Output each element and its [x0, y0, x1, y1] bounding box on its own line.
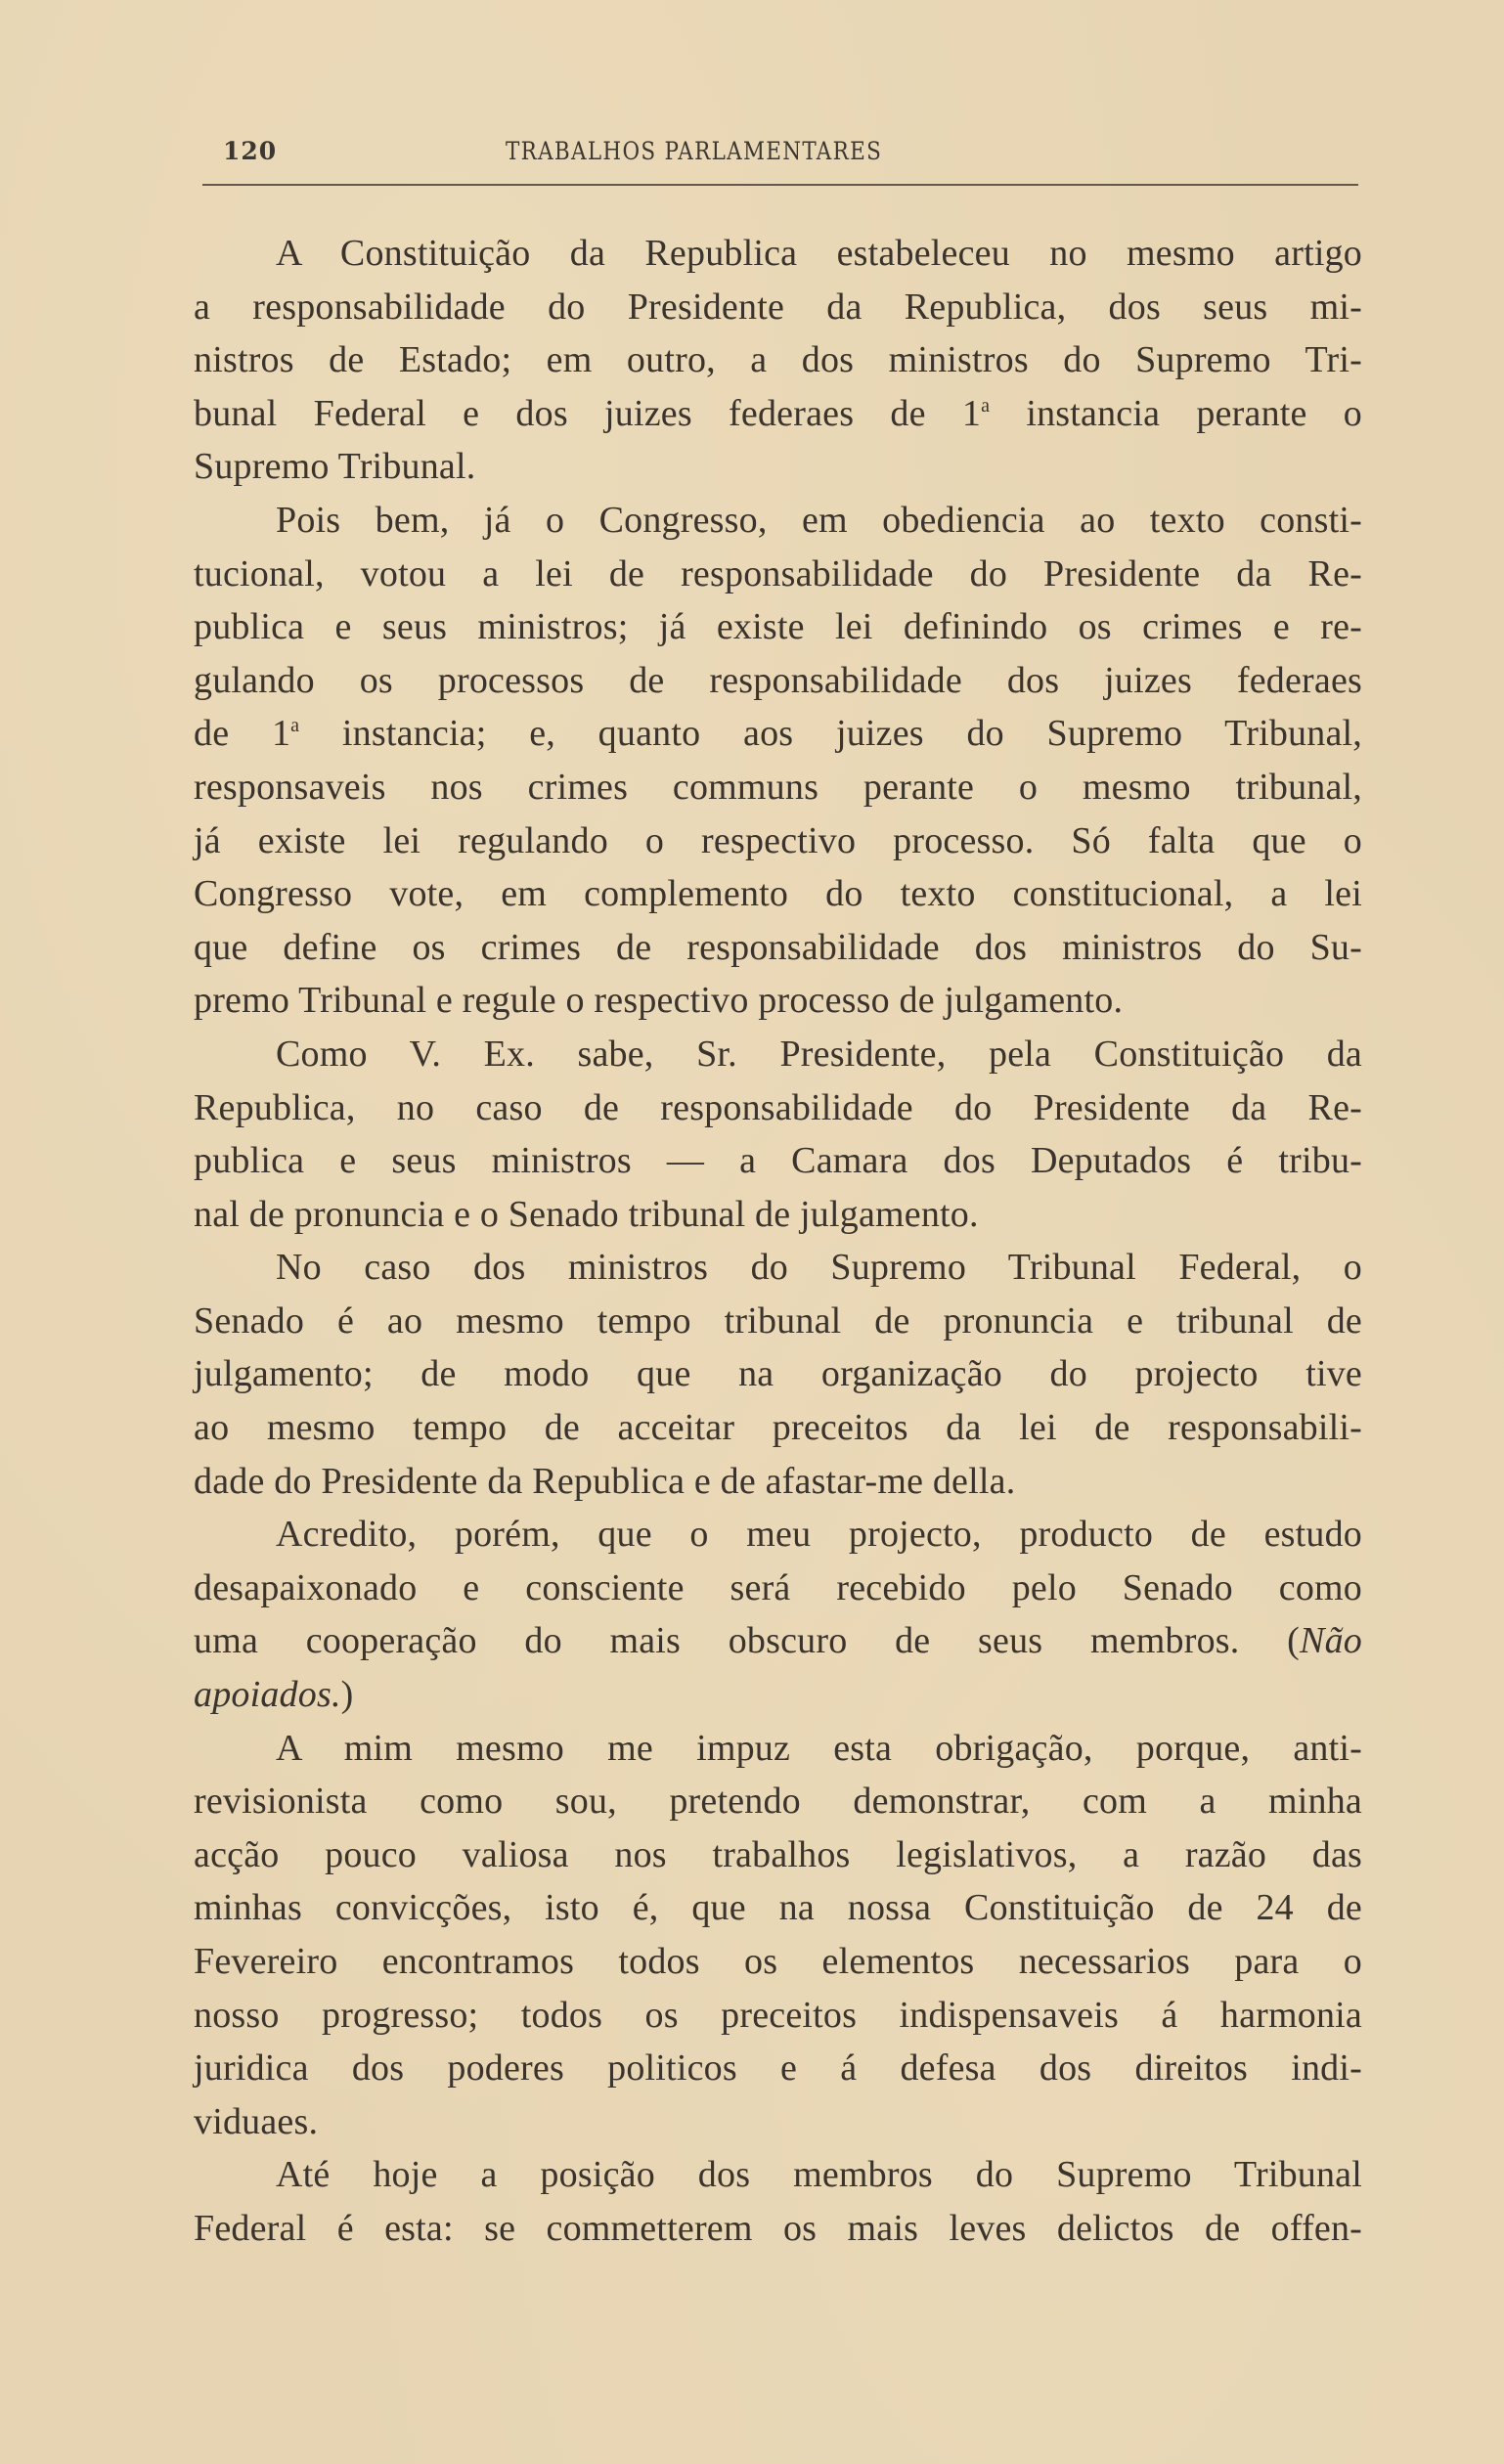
text-line: publica e seus ministros; já existe lei definindo os crimes e re-	[194, 606, 1362, 648]
paragraph	[194, 1508, 1362, 1721]
text-line: A Constituição da Republica estabeleceu no mesmo artigo	[276, 233, 1362, 274]
text-line: responsaveis nos crimes communs perante o mesmo tribunal,	[194, 766, 1362, 808]
text-line: a responsabilidade do Presidente da Republica, dos seus mi-	[194, 286, 1362, 328]
text-line: Congresso vote, em complemento do texto constitucional, a lei	[194, 873, 1362, 915]
text-line: acção pouco valiosa nos trabalhos legislativos, a razão das	[194, 1833, 1362, 1875]
aside-remark: apoiados.	[194, 1674, 341, 1716]
text-run: instancia; e, quanto aos juizes do Supremo Tribunal,	[299, 713, 1362, 755]
text-line: já existe lei regulando o respectivo processo. Só falta que o	[194, 819, 1362, 861]
body-text	[194, 227, 1362, 2256]
text-line: juridica dos poderes politicos e á defesa dos direitos indi-	[194, 2047, 1362, 2090]
text-line: Fevereiro encontramos todos os elementos necessarios para o	[194, 1941, 1362, 1982]
text-line: ao mesmo tempo de acceitar preceitos da lei de responsabili-	[194, 1407, 1362, 1449]
text-line: A mim mesmo me impuz esta obrigação, porque, anti-	[276, 1727, 1362, 1769]
text-run: de 1	[194, 713, 291, 755]
ordinal-superscript: a	[290, 715, 300, 737]
text-line: No caso dos ministros do Supremo Tribunal Federal, o	[276, 1247, 1362, 1289]
text-line: julgamento; de modo que na organização do projecto tive	[194, 1353, 1362, 1395]
text-line: premo Tribunal e regule o respectivo processo de julgamento.	[194, 980, 1124, 1022]
text-line: Republica, no caso de responsabilidade do Presidente da Re-	[194, 1086, 1362, 1128]
page-number: 120	[223, 137, 278, 165]
text-line: nosso progresso; todos os preceitos indispensaveis á harmonia	[194, 1994, 1362, 2036]
text-line: Senado é ao mesmo tempo tribunal de pronuncia e tribunal de	[194, 1299, 1362, 1342]
paragraph	[194, 1241, 1362, 1508]
header-rule	[202, 184, 1358, 186]
text-line: Até hoje a posição dos membros do Supremo Tribunal	[276, 2154, 1362, 2196]
text-line: Acredito, porém, que o meu projecto, producto de estudo	[276, 1514, 1362, 1556]
text-line: que define os crimes de responsabilidade dos ministros do Su-	[194, 926, 1362, 968]
text-line	[194, 1614, 1362, 1668]
running-title: TRABALHOS PARLAMENTARES	[506, 137, 883, 165]
text-line	[194, 1668, 1362, 1722]
text-line: Supremo Tribunal.	[194, 446, 476, 488]
text-run: instancia perante o	[990, 392, 1362, 434]
text-line	[194, 707, 1362, 761]
paragraph	[194, 1028, 1362, 1241]
text-line: minhas convicções, isto é, que na nossa Constituição de 24 de	[194, 1887, 1362, 1929]
text-run: )	[340, 1674, 354, 1716]
running-head	[202, 137, 1358, 176]
text-line: tucional, votou a lei de responsabilidade do Presidente da Re-	[194, 552, 1362, 594]
text-line: Pois bem, já o Congresso, em obediencia ao texto consti-	[276, 499, 1362, 541]
paragraph	[194, 1722, 1362, 2149]
text-line	[194, 387, 1362, 441]
text-run: uma cooperação do mais obscuro de seus membros. (	[194, 1620, 1301, 1662]
paragraph	[194, 2148, 1362, 2255]
text-line: nistros de Estado; em outro, a dos ministros do Supremo Tri-	[194, 339, 1362, 381]
text-line: Como V. Ex. sabe, Sr. Presidente, pela Constituição da	[276, 1033, 1362, 1075]
text-line: dade do Presidente da Republica e de afastar-me della.	[194, 1460, 1016, 1502]
text-run: bunal Federal e dos juizes federaes de 1	[194, 392, 982, 434]
text-line: desapaixonado e consciente será recebido pelo Senado como	[194, 1566, 1362, 1608]
paragraph	[194, 227, 1362, 494]
text-line: viduaes.	[194, 2100, 319, 2142]
paragraph	[194, 494, 1362, 1028]
text-line: gulando os processos de responsabilidade dos juizes federaes	[194, 659, 1362, 701]
ordinal-superscript: a	[981, 394, 991, 417]
text-line: revisionista como sou, pretendo demonstrar, com a minha	[194, 1781, 1362, 1823]
text-line: publica e seus ministros — a Camara dos Deputados é tribu-	[194, 1140, 1362, 1182]
text-line: Federal é esta: se commetterem os mais leves delictos de offen-	[194, 2207, 1362, 2249]
text-line: nal de pronuncia e o Senado tribunal de julgamento.	[194, 1193, 979, 1235]
aside-remark: Não	[1300, 1620, 1362, 1662]
